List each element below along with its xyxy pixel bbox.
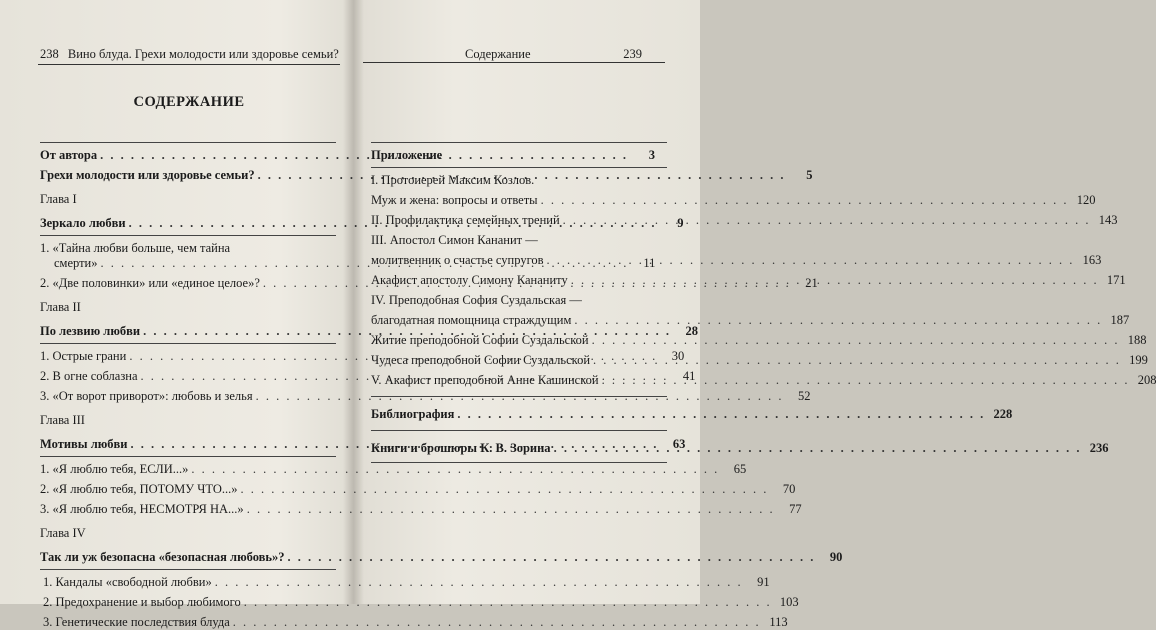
toc-entry-app-4b: благодатная помощница страждущим . . . 187	[371, 313, 667, 328]
toc-entry-4-1: 1. Кандалы «свободной любви» . . . 91	[40, 575, 336, 590]
toc-divider	[40, 142, 336, 143]
toc-entry-2-3: 3. «От ворот приворот»: любовь и зелья . . . 52	[40, 389, 336, 404]
toc-entry-books-zorin: Книги и брошюры К. В. Зорина . . . 236	[371, 441, 667, 456]
left-running-title: Вино блуда. Грехи молодости или здоровье семьи?	[67, 47, 339, 61]
toc-entry-4-3: 3. Генетические последствия блуда . . . 113	[40, 615, 336, 630]
toc-divider	[371, 396, 667, 397]
toc-entry-app-1b: Муж и жена: вопросы и ответы . . . 120	[371, 193, 667, 208]
right-running-title: Содержание	[465, 47, 531, 61]
toc-chapter-4: Глава IV	[40, 526, 86, 540]
toc-entry-app-4d: Чудеса преподобной Софии Суздальской . . . 199	[371, 353, 667, 368]
left-header-rule	[38, 64, 340, 65]
left-running-head	[40, 47, 339, 62]
toc-entry-app-3c: Акафист апостолу Симону Кананиту . . . 171	[371, 273, 667, 288]
toc-divider	[371, 167, 667, 168]
toc-entry-1-1a: 1. «Тайна любви больше, чем тайна	[40, 241, 231, 255]
toc-entry-3-2: 2. «Я люблю тебя, ПОТОМУ ЧТО...» . . . 70	[40, 482, 336, 497]
right-page-number: 239	[623, 47, 642, 61]
right-header-rule	[363, 62, 665, 63]
left-page-number: 238	[40, 47, 59, 61]
toc-entry-razor-edge: По лезвию любви . . . 28	[40, 324, 336, 339]
toc-entry-app-5: V. Акафист преподобной Анне Кашинской . . . 208	[371, 373, 667, 388]
toc-entry-mirror-of-love: Зеркало любви . . . 9	[40, 216, 336, 231]
toc-divider	[40, 456, 336, 457]
toc-chapter-3: Глава III	[40, 413, 85, 427]
toc-entry-3-1: 1. «Я люблю тебя, ЕСЛИ...» . . . 65	[40, 462, 336, 477]
toc-divider	[40, 569, 336, 570]
toc-entry-motives-of-love: Мотивы любви . . . 63	[40, 437, 336, 452]
toc-entry-app-3b: молитвенник о счастье супругов . . . 163	[371, 253, 667, 268]
toc-title: СОДЕРЖАНИЕ	[133, 94, 245, 110]
toc-entry-1-2: 2. «Две половинки» или «единое целое»? . . . 21	[40, 276, 336, 291]
toc-entry-app-4a: IV. Преподобная София Суздальская —	[371, 293, 582, 307]
toc-entry-from-author: От автора . . . 3	[40, 148, 336, 163]
toc-entry-appendix: Приложение	[371, 148, 443, 162]
toc-divider	[371, 430, 667, 431]
toc-entry-safe-love: Так ли уж безопасна «безопасная любовь»? . . . 90	[40, 550, 336, 565]
toc-divider	[371, 142, 667, 143]
toc-entry-3-3: 3. «Я люблю тебя, НЕСМОТРЯ НА...» . . . 77	[40, 502, 336, 517]
toc-entry-bibliography: Библиография . . . 228	[371, 407, 667, 422]
toc-entry-app-3a: III. Апостол Симон Кананит —	[371, 233, 538, 247]
toc-chapter-2: Глава II	[40, 300, 81, 314]
toc-entry-4-2: 2. Предохранение и выбор любимого . . . 103	[40, 595, 336, 610]
toc-entry-2-2: 2. В огне соблазна . . . 41	[40, 369, 336, 384]
toc-chapter-1: Глава I	[40, 192, 77, 206]
toc-entry-2-1: 1. Острые грани . . . 30	[40, 349, 336, 364]
toc-divider	[40, 343, 336, 344]
toc-entry-app-1a: I. Протоиерей Максим Козлов.	[371, 173, 535, 187]
toc-entry-1-1b: смерти» . . . 11	[40, 256, 336, 271]
toc-divider	[371, 462, 667, 463]
toc-divider	[40, 235, 336, 236]
toc-entry-app-4c: Житие преподобной Софии Суздальской . . . 188	[371, 333, 667, 348]
toc-entry-sins-of-youth: Грехи молодости или здоровье семьи? . . . 5	[40, 168, 336, 183]
toc-entry-app-2: II. Профилактика семейных трений . . . 143	[371, 213, 667, 228]
